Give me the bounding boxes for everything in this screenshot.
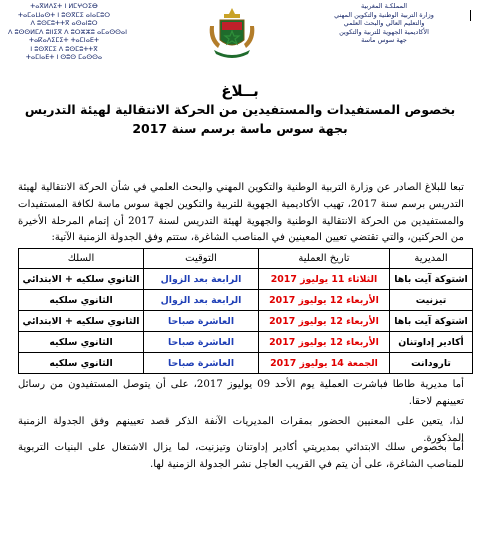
cell-level: الثانوي سلكيه <box>19 290 144 311</box>
attendance-paragraph: لذا، يتعين على المعنيين الحضور بمقرات المديريات الآنفة الذكر قصد تعيينهم وفق الجدولة الزمنية المذكورة. <box>18 416 464 444</box>
cell-directorate: تيزنيت <box>390 290 473 311</box>
table-row <box>19 269 473 290</box>
header-arabic-block <box>314 2 454 45</box>
column-header-time: التوقيت <box>144 249 259 269</box>
header-left-line: ⴷ ⵓⵙⵎⵓⵜⵜⴳ ⴰⵙⴰⵏⵓⵔ <box>30 19 98 27</box>
header-left-line: ⵜⴰⴳⵍⴷⵉⵜ ⵏ ⵍⵎⵖⵔⵉⴱ <box>30 2 98 10</box>
cell-level: الثانوي سلكيه <box>19 353 144 374</box>
header-right-line: والتعليم العالي والبحث العلمي <box>343 19 425 27</box>
table-row <box>19 311 473 332</box>
column-header-date: تاريخ العملية <box>259 249 390 269</box>
table-row <box>19 353 473 374</box>
column-header-directorate: المديرية <box>390 249 473 269</box>
cell-level: الثانوي سلكيه + الابتدائي <box>19 311 144 332</box>
cell-date: الثلاثاء 11 يوليوز 2017 <box>259 269 390 290</box>
cell-directorate: تارودانت <box>390 353 473 374</box>
cell-time: الرابعة بعد الزوال <box>144 290 259 311</box>
cell-directorate: اشتوكة آيت باها <box>390 269 473 290</box>
table-row <box>19 332 473 353</box>
cell-date: الأربعاء 12 يوليوز 2017 <box>259 332 390 353</box>
document-title: بــلاغ <box>221 82 259 100</box>
header-left-line: ⴷ ⵓⵙⵙⵍⵎⴷ ⵓⵏⵏⵉⴳ ⴷ ⵓⵔⵣⵣⵓ ⴰⵎⴰⵙⵙⴰⵏ <box>8 27 128 36</box>
header-right-line: وزارة التربية الوطنية والتكوين المهني <box>334 10 434 19</box>
primary-level-paragraph: أما بخصوص سلك الابتدائي بمديريتي أكادير إداوتنان وتيزنيت، لما يزال الاشتغال على البنيات التربوية للمناصب الشاغرة، على أن يتم في القريب العاجل نشر الجدولة الزمنية لها. <box>18 442 464 470</box>
table-header-row <box>19 249 473 269</box>
intro-paragraph: تبعا للبلاغ الصادر عن وزارة التربية الوطنية والتكوين المهني والبحث العلمي في شأن الحركة الانتقالية لهيئة التدريس برسم سنة 2017، تهيب الأكاديمية الجهوية للتربية والتكوين لجهة سوس ماسة لكافة المستفيدات والمستفيدين من الحركة الانتقالية الوطنية والجهوية لهيئة التدريس لسنة 2017 أن إتمام المرحلة الأخيرة من الحركتين، والتي تقتضي تعيين المعينين في المناصب الشاغرة، ستتم وفق الجدولة الزمنية الآتية: <box>18 182 464 244</box>
header-left-line: ⵜⴰⵎⵏⴰⴹⵜ ⵏ ⵙⵓⵙ ⵎⴰⵙⵙⴰ <box>25 53 103 61</box>
cell-time: الرابعة بعد الزوال <box>144 269 259 290</box>
cell-time: العاشرة صباحا <box>144 311 259 332</box>
header-left-line: ⵜⴰⴽⴰⴷⵉⵎⵉⵜ ⵜⴰⵎⵏⴰⴹⵜ <box>28 36 100 44</box>
cell-level: الثانوي سلكيه + الابتدائي <box>19 269 144 290</box>
cell-date: الأربعاء 12 يوليوز 2017 <box>259 290 390 311</box>
cell-date: الأربعاء 12 يوليوز 2017 <box>259 311 390 332</box>
header-left-line: ⵏ ⵓⵙⴳⵎⵉ ⴷ ⵓⵙⵎⵓⵜⵜⴳ <box>30 44 98 53</box>
moroccan-emblem-icon <box>204 4 260 64</box>
header-left-line: ⵜⴰⵎⴰⵡⴰⵙⵜ ⵏ ⵓⵙⴳⵎⵉ ⴰⵏⴰⵎⵓⵔ <box>17 10 111 19</box>
tata-paragraph: أما مديرية طاطا فباشرت العملية يوم الأحد 09 يوليوز 2017، على أن يتوصل المستفيدون من رسائل تعيينهم لاحقا. <box>18 379 465 407</box>
header-right-line: جهة سوس ماسة <box>361 36 407 44</box>
cell-level: الثانوي سلكيه <box>19 332 144 353</box>
header-right-line: الأكاديمية الجهوية للتربية والتكوين <box>339 27 429 36</box>
document-subtitle: بخصوص المستفيدات والمستفيدين من الحركة الانتقالية لهيئة التدريس <box>24 102 456 117</box>
cell-time: العاشرة صباحا <box>144 332 259 353</box>
column-header-level: السلك <box>19 249 144 269</box>
cell-date: الجمعة 14 يوليوز 2017 <box>259 353 390 374</box>
cell-directorate: أكادير إداوتنان <box>390 332 473 353</box>
header-right-line: المملكـة المغربية <box>360 2 408 10</box>
cell-time: العاشرة صباحا <box>144 353 259 374</box>
text-cursor <box>470 10 471 21</box>
cell-directorate: اشتوكة آيت باها <box>390 311 473 332</box>
table-row <box>19 290 473 311</box>
document-subtitle-line2: بجهة سوس ماسة برسم سنة 2017 <box>132 121 348 136</box>
schedule-table <box>18 248 473 374</box>
header-amazigh-block <box>8 2 128 62</box>
